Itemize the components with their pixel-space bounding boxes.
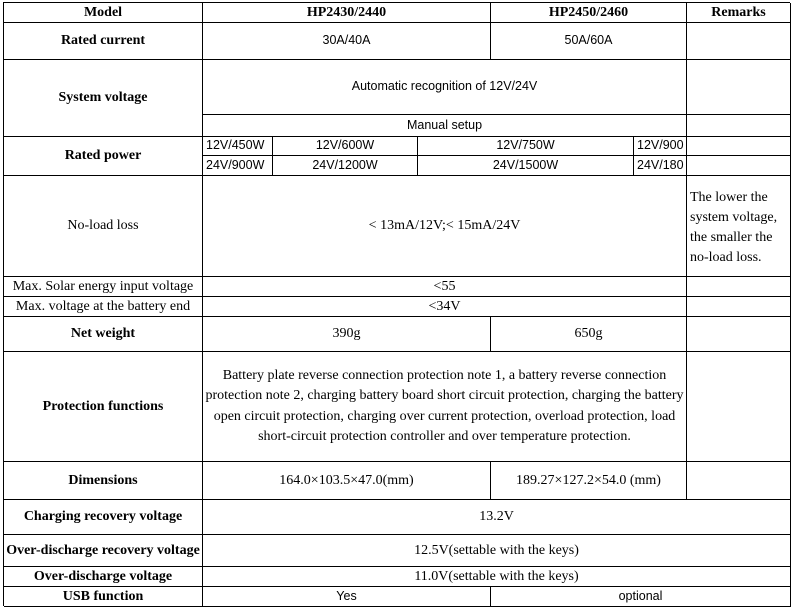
- rated-power-remark-1: [687, 137, 791, 156]
- usb-label: USB function: [4, 587, 203, 607]
- rated-power-24v-4: 24V/180: [634, 156, 687, 176]
- net-weight-remark: [687, 317, 791, 352]
- spec-table: [3, 2, 790, 606]
- header-remarks: Remarks: [687, 3, 791, 23]
- no-load-loss-label: No-load loss: [4, 176, 203, 277]
- max-battery-remark: [687, 297, 791, 317]
- system-voltage-auto: Automatic recognition of 12V/24V: [203, 60, 687, 115]
- no-load-loss-value: < 13mA/12V;< 15mA/24V: [203, 176, 687, 277]
- rated-power-24v-3: 24V/1500W: [418, 156, 634, 176]
- rated-current-hp2430: 30A/40A: [203, 23, 491, 60]
- dimensions-hp2450: 189.27×127.2×54.0 (mm): [491, 462, 687, 500]
- rated-power-label: Rated power: [4, 137, 203, 176]
- overdischarge-recovery-value: 12.5V(settable with the keys): [203, 535, 791, 567]
- protection-value: Battery plate reverse connection protection note 1, a battery reverse connection protection note 2, charging battery board short circuit protection, charging the battery open circuit protection, charging over current protection, overload protection, load short-circuit protection controller and over temperature protection.: [203, 352, 687, 462]
- rated-current-label: Rated current: [4, 23, 203, 60]
- usb-hp2430: Yes: [203, 587, 491, 607]
- dimensions-remark: [687, 462, 791, 500]
- rated-power-12v-2: 12V/600W: [273, 137, 418, 156]
- rated-power-12v-4: 12V/900: [634, 137, 687, 156]
- overdischarge-label: Over-discharge voltage: [4, 567, 203, 587]
- protection-remark: [687, 352, 791, 462]
- protection-label: Protection functions: [4, 352, 203, 462]
- charging-recovery-label: Charging recovery voltage: [4, 500, 203, 535]
- header-hp2430: HP2430/2440: [203, 3, 491, 23]
- system-voltage-manual: Manual setup: [203, 115, 687, 137]
- rated-power-24v-2: 24V/1200W: [273, 156, 418, 176]
- max-battery-label: Max. voltage at the battery end: [4, 297, 203, 317]
- rated-current-hp2450: 50A/60A: [491, 23, 687, 60]
- max-solar-label: Max. Solar energy input voltage: [4, 277, 203, 297]
- dimensions-hp2430: 164.0×103.5×47.0(mm): [203, 462, 491, 500]
- net-weight-label: Net weight: [4, 317, 203, 352]
- header-hp2450: HP2450/2460: [491, 3, 687, 23]
- system-voltage-remark: [687, 60, 791, 115]
- max-solar-value: <55: [203, 277, 687, 297]
- net-weight-hp2450: 650g: [491, 317, 687, 352]
- charging-recovery-value: 13.2V: [203, 500, 791, 535]
- rated-power-12v-1: 12V/450W: [203, 137, 273, 156]
- dimensions-label: Dimensions: [4, 462, 203, 500]
- header-model: Model: [4, 3, 203, 23]
- max-solar-remark: [687, 277, 791, 297]
- rated-current-remark: [687, 23, 791, 60]
- rated-power-12v-3: 12V/750W: [418, 137, 634, 156]
- usb-hp2450: optional: [491, 587, 791, 607]
- net-weight-hp2430: 390g: [203, 317, 491, 352]
- system-voltage-label: System voltage: [4, 60, 203, 137]
- max-battery-value: <34V: [203, 297, 687, 317]
- overdischarge-recovery-label: Over-discharge recovery voltage: [4, 535, 203, 567]
- rated-power-remark-2: [687, 156, 791, 176]
- overdischarge-value: 11.0V(settable with the keys): [203, 567, 791, 587]
- system-voltage-manual-remark: [687, 115, 791, 137]
- rated-power-24v-1: 24V/900W: [203, 156, 273, 176]
- no-load-loss-remark: The lower the system voltage, the smaller the no-load loss.: [687, 176, 791, 277]
